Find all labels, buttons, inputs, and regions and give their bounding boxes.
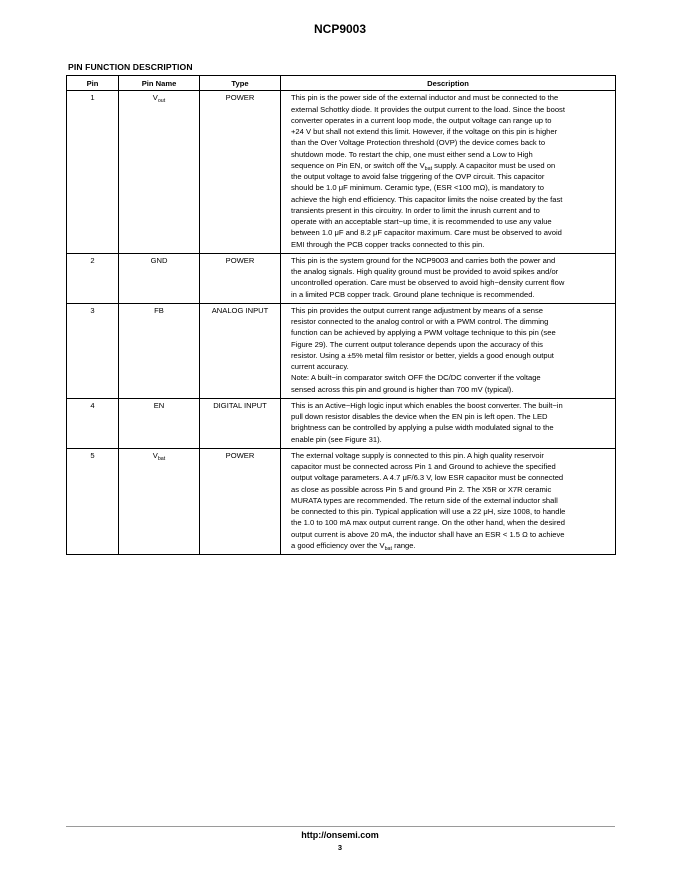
pin-type: POWER bbox=[200, 91, 281, 254]
pin-name-main: V bbox=[152, 93, 158, 103]
pin-description bbox=[281, 398, 616, 448]
footer-divider bbox=[66, 826, 615, 827]
description-line: enable pin (see Figure 31). bbox=[291, 434, 382, 444]
pin-name bbox=[119, 253, 200, 303]
description-line: This pin provides the output current range adjustment by means of a sense bbox=[291, 305, 544, 315]
description-line: This is an Active−High logic input which enables the boost converter. The built−in bbox=[291, 400, 563, 410]
description-line: the 1.0 to 100 mA max output current range. On the other hand, when the desired bbox=[291, 518, 565, 528]
description-text: range. bbox=[391, 540, 416, 550]
description-line: the output voltage to avoid false triggering of the OVP circuit. This capacitor bbox=[291, 172, 545, 181]
pin-number: 4 bbox=[67, 398, 119, 448]
table-row bbox=[67, 253, 616, 303]
description-line: external Schottky diode. It provides the output current to the load. Since the boost bbox=[291, 104, 565, 114]
table-row bbox=[67, 398, 616, 448]
pin-type: DIGITAL INPUT bbox=[200, 398, 281, 448]
pin-name-main: FB bbox=[154, 305, 164, 315]
column-header-pin: Pin bbox=[67, 76, 119, 91]
pin-description bbox=[281, 303, 616, 398]
description-line: This pin is the power side of the external inductor and must be connected to the bbox=[291, 93, 559, 103]
description-line: brightness can be controlled by applying a pulse width modulated signal to the bbox=[291, 423, 554, 433]
description-line: uncontrolled operation. Care must be observed to avoid high−density current flow bbox=[291, 278, 565, 288]
pin-type: POWER bbox=[200, 448, 281, 554]
pin-description bbox=[281, 448, 616, 554]
description-text: sequence on Pin EN, or switch off the V bbox=[291, 160, 425, 170]
footer-url: http://onsemi.com bbox=[301, 830, 379, 840]
pin-description bbox=[281, 253, 616, 303]
pin-number: 2 bbox=[67, 253, 119, 303]
pin-name-subscript: out bbox=[157, 98, 166, 105]
description-line: EMI through the PCB copper tracks connected to this pin. bbox=[291, 239, 485, 249]
description-line: current accuracy. bbox=[291, 362, 349, 371]
pin-name bbox=[119, 303, 200, 398]
description-line: converter operates in a current loop mode, the output voltage can range up to bbox=[291, 115, 552, 125]
pin-description bbox=[281, 91, 616, 254]
description-line: capacitor must be connected across Pin 1 and Ground to achieve the specified bbox=[291, 462, 556, 471]
pin-name bbox=[119, 91, 200, 254]
description-line: resistor. Using a ±5% metal film resistor or better, yields a good enough output bbox=[291, 350, 554, 360]
pin-name-main: V bbox=[152, 450, 158, 460]
pin-type: POWER bbox=[200, 253, 281, 303]
pin-name-main: EN bbox=[153, 400, 165, 410]
description-line: resistor connected to the analog control or with a PWM control. The dimming bbox=[291, 317, 549, 326]
description-line: This pin is the system ground for the NCP9003 and carries both the power and bbox=[291, 255, 556, 265]
description-line: output current is above 20 mA, the inductor shall have an ESR < 1.5 Ω to achieve bbox=[291, 529, 565, 539]
description-line: Note: A built−in comparator switch OFF the DC/DC converter if the voltage bbox=[291, 373, 541, 383]
description-line bbox=[291, 540, 609, 551]
column-header-pin-name: Pin Name bbox=[119, 76, 200, 91]
description-line: than the Over Voltage Protection threshold (OVP) the device comes back to bbox=[291, 138, 546, 148]
pin-number: 1 bbox=[67, 91, 119, 254]
document-header: NCP9003 bbox=[313, 22, 367, 36]
table-header-row bbox=[67, 76, 616, 91]
description-subscript: bat bbox=[384, 545, 392, 552]
pin-number: 3 bbox=[67, 303, 119, 398]
description-subscript: bat bbox=[424, 165, 433, 172]
pin-name bbox=[119, 448, 200, 554]
description-line: MURATA types are recommended. The return side of the external inductor shall bbox=[291, 495, 558, 505]
description-line: as close as possible across Pin 5 and ground Pin 2. The X5R or X7R ceramic bbox=[291, 484, 552, 494]
description-line: +24 V but shall not extend this limit. However, if the voltage on this pin is higher bbox=[291, 127, 558, 136]
pin-name-subscript: bat bbox=[157, 455, 166, 462]
pin-name-main: GND bbox=[150, 255, 168, 265]
description-line: function can be achieved by applying a PWM voltage technique to this pin (see bbox=[291, 328, 556, 338]
pin-type: ANALOG INPUT bbox=[200, 303, 281, 398]
pin-function-table bbox=[66, 75, 616, 555]
description-line: sensed across this pin and ground is higher than 700 mV (typical). bbox=[291, 384, 514, 394]
column-header-description: Description bbox=[281, 76, 616, 91]
table-row bbox=[67, 91, 616, 254]
description-line: shutdown mode. To restart the chip, one must either send a Low to High bbox=[291, 149, 533, 159]
description-line: the analog signals. High quality ground must be provided to avoid spikes and/or bbox=[291, 267, 559, 276]
description-line: achieve the high end efficiency. This capacitor limits the noise created by the fast bbox=[291, 194, 563, 204]
description-line: be connected to this pin. Typical application will use a 22 μH, size 1008, to handle bbox=[291, 507, 566, 516]
column-header-type: Type bbox=[200, 76, 281, 91]
description-line: Figure 29). The current output tolerance depends upon the accuracy of this bbox=[291, 339, 543, 349]
description-line: in a limited PCB copper track. Ground plane technique is recommended. bbox=[291, 289, 535, 299]
description-line: output voltage parameters. A 4.7 μF/6.3 V, low ESR capacitor must be connected bbox=[291, 473, 564, 483]
description-line: should be 1.0 μF minimum. Ceramic type, (ESR <100 mΩ), is mandatory to bbox=[291, 183, 544, 193]
description-line bbox=[291, 160, 609, 171]
pin-number: 5 bbox=[67, 448, 119, 554]
table-row bbox=[67, 303, 616, 398]
description-text: supply. A capacitor must be used on bbox=[432, 160, 556, 170]
description-line: pull down resistor disables the device when the EN pin is left open. The LED bbox=[291, 412, 548, 421]
table-row bbox=[67, 448, 616, 554]
description-line: operate with an acceptable start−up time, it is recommended to use any value bbox=[291, 217, 552, 226]
section-title: PIN FUNCTION DESCRIPTION bbox=[68, 62, 193, 72]
description-line: The external voltage supply is connected to this pin. A high quality reservoir bbox=[291, 450, 544, 460]
description-line: transients present in this circuitry. In order to limit the inrush current and to bbox=[291, 205, 540, 215]
description-text: a good efficiency over the V bbox=[291, 540, 385, 550]
description-line: between 1.0 μF and 8.2 μF capacitor maximum. Care must be observed to avoid bbox=[291, 228, 562, 238]
page-number: 3 bbox=[337, 843, 343, 852]
pin-name bbox=[119, 398, 200, 448]
